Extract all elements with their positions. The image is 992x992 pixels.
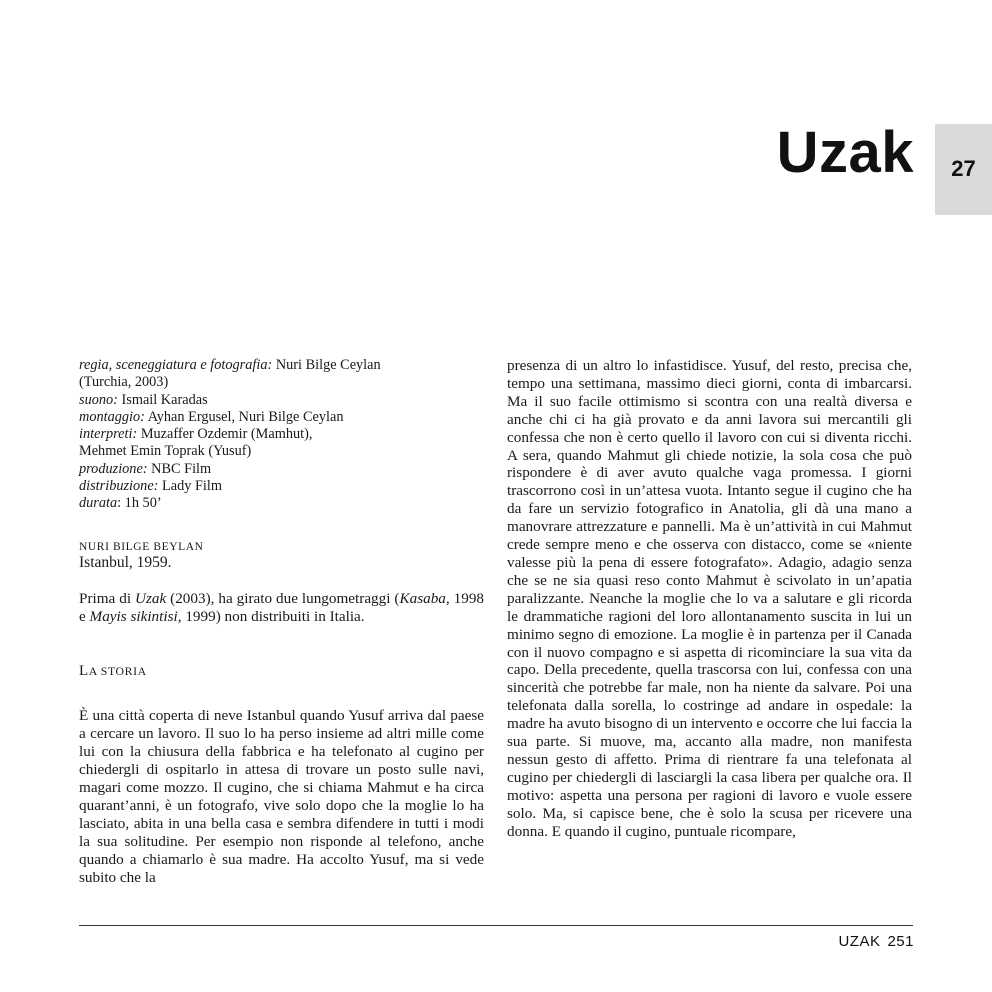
intro-text: , 1998 e [79, 589, 485, 625]
director-filmography [79, 590, 484, 626]
footer-rule [79, 925, 913, 926]
left-column [79, 357, 484, 886]
credit-role: regia, sceneggiatura e fotografia: [79, 357, 273, 373]
section-heading-rest: A STORIA [88, 664, 147, 679]
page-title: Uzak [776, 120, 914, 185]
credit-line [79, 426, 484, 443]
story-text-right: presenza di un altro lo infastidisce. Yusuf, del resto, precisa che, tempo una settimana, massimo dieci giorni, conta di imbarcarsi. Ma il suo facile ottimismo si scontra con una realtà diversa e anche chi ci ha già provato e da anni lavora sui mercantili gli confessa che non è certo quello il lavoro con cui si diventa ricchi. A sera, quando Mahmut gli chiede notizie, la sola cosa che può rispondere è di aver avuto qualche vaga promessa. I giorni trascorrono così in un’attesa vuota. Intanto segue il cugino che ha da fare un servizio fotografico in Anatolia, gli dà una mano a manovrare attrezzature e pannelli. Ma è un’attività in cui Mahmut crede sempre meno e che osserva con distacco, come se «niente valesse più la pena di essere fotografato». Adagio, adagio senza che se ne sia quasi reso conto Mahmut è scivolato in un’apatia paralizzante. Neanche la moglie che lo va a salutare e gli ricorda le drammatiche ragioni del loro allontanamento suscita in lui un minimo segno di emozione. La moglie è in partenza per il Canada con il nuovo compagno e si aspetta di ricominciare la sua vita da capo. Della precedente, quella trascorsa con lui, confessa con una sincerità che potrebbe far male, non ha niente da salvare. Poi una telefonata dalla sorella, lo costringe ad andare in ospedale: la madre ha avuto bisogno di un intervento e occorre che lui faccia la sua parte. Si muove, ma, accanto alla madre, non manifesta nessun gesto di affetto. Prima di rientrare fa una telefonata al cugino per chiedergli di lasciargli la casa libera per qualche ora. Il motivo: aspetta una persona per ragioni di lavoro e vuole essere solo. Ma, si capisce bene, che è solo la scusa per ricevere una donna. E quando il cugino, puntuale ricompare, [507, 357, 912, 840]
credit-role: suono: [79, 391, 118, 408]
credit-value: Nuri Bilge Ceylan [272, 357, 381, 373]
film-title: Mayis sikintisi [89, 607, 178, 625]
credit-value: Ayhan Ergusel, Nuri Bilge Ceylan [144, 408, 344, 425]
credit-value: Lady Film [158, 478, 222, 495]
credit-value: Ismail Karadas [117, 391, 208, 408]
section-heading [79, 663, 484, 681]
credit-line [79, 357, 484, 374]
credit-line [79, 374, 484, 391]
chapter-tab [935, 124, 992, 215]
intro-text: Prima di [79, 589, 135, 607]
credit-role: montaggio: [79, 408, 145, 425]
page-number: 251 [887, 933, 914, 950]
footer-label: UZAK [838, 933, 881, 950]
credit-role: distribuzione: [79, 478, 159, 495]
credit-line [79, 461, 484, 478]
credit-value: Mehmet Emin Toprak (Yusuf) [79, 443, 252, 460]
credit-value: (Turchia, 2003) [79, 374, 169, 391]
credit-line [79, 478, 484, 495]
intro-text: (2003), ha girato due lungometraggi ( [166, 589, 400, 607]
credit-line [79, 443, 484, 460]
credit-value: Muzaffer Ozdemir (Mamhut), [137, 426, 313, 443]
credit-role: produzione: [79, 460, 148, 477]
film-title: Kasaba [399, 589, 446, 607]
chapter-number: 27 [951, 156, 976, 181]
credits-block [79, 357, 484, 513]
credit-role: interpreti: [79, 426, 138, 443]
credit-role: durata [79, 495, 118, 512]
credit-line [79, 392, 484, 409]
credit-value: : 1h 50’ [117, 495, 162, 512]
credit-value: NBC Film [147, 460, 212, 477]
intro-text: , 1999) non distribuiti in Italia. [177, 607, 365, 625]
director-name: NURI BILGE BEYLAN [79, 540, 204, 553]
director-birth: Istanbul, 1959. [79, 553, 172, 571]
running-footer [838, 933, 914, 950]
section-heading-initial: L [79, 663, 89, 680]
credit-line [79, 495, 484, 512]
credit-line [79, 409, 484, 426]
film-title: Uzak [134, 589, 167, 607]
story-text-left: È una città coperta di neve Istanbul quando Yusuf arriva dal paese a cercare un lavoro. Il suo lo ha perso insieme ad altri mille come lui con la chiusura della fabbrica e ha telefonato al cugino per chiedergli di ospitarlo in attesa di trovare un posto sulle navi, magari come mozzo. Il cugino, che si chiama Mahmut e ha circa quarant’anni, è un fotografo, vive solo dopo che la moglie lo ha lasciato, abita in una bella casa e sembra difendere in tutti i modi la sua solitudine. Per esempio non risponde al telefono, anche quando a chiamarlo è sua madre. Ha accolto Yusuf, ma si vede subito che la [79, 707, 484, 886]
